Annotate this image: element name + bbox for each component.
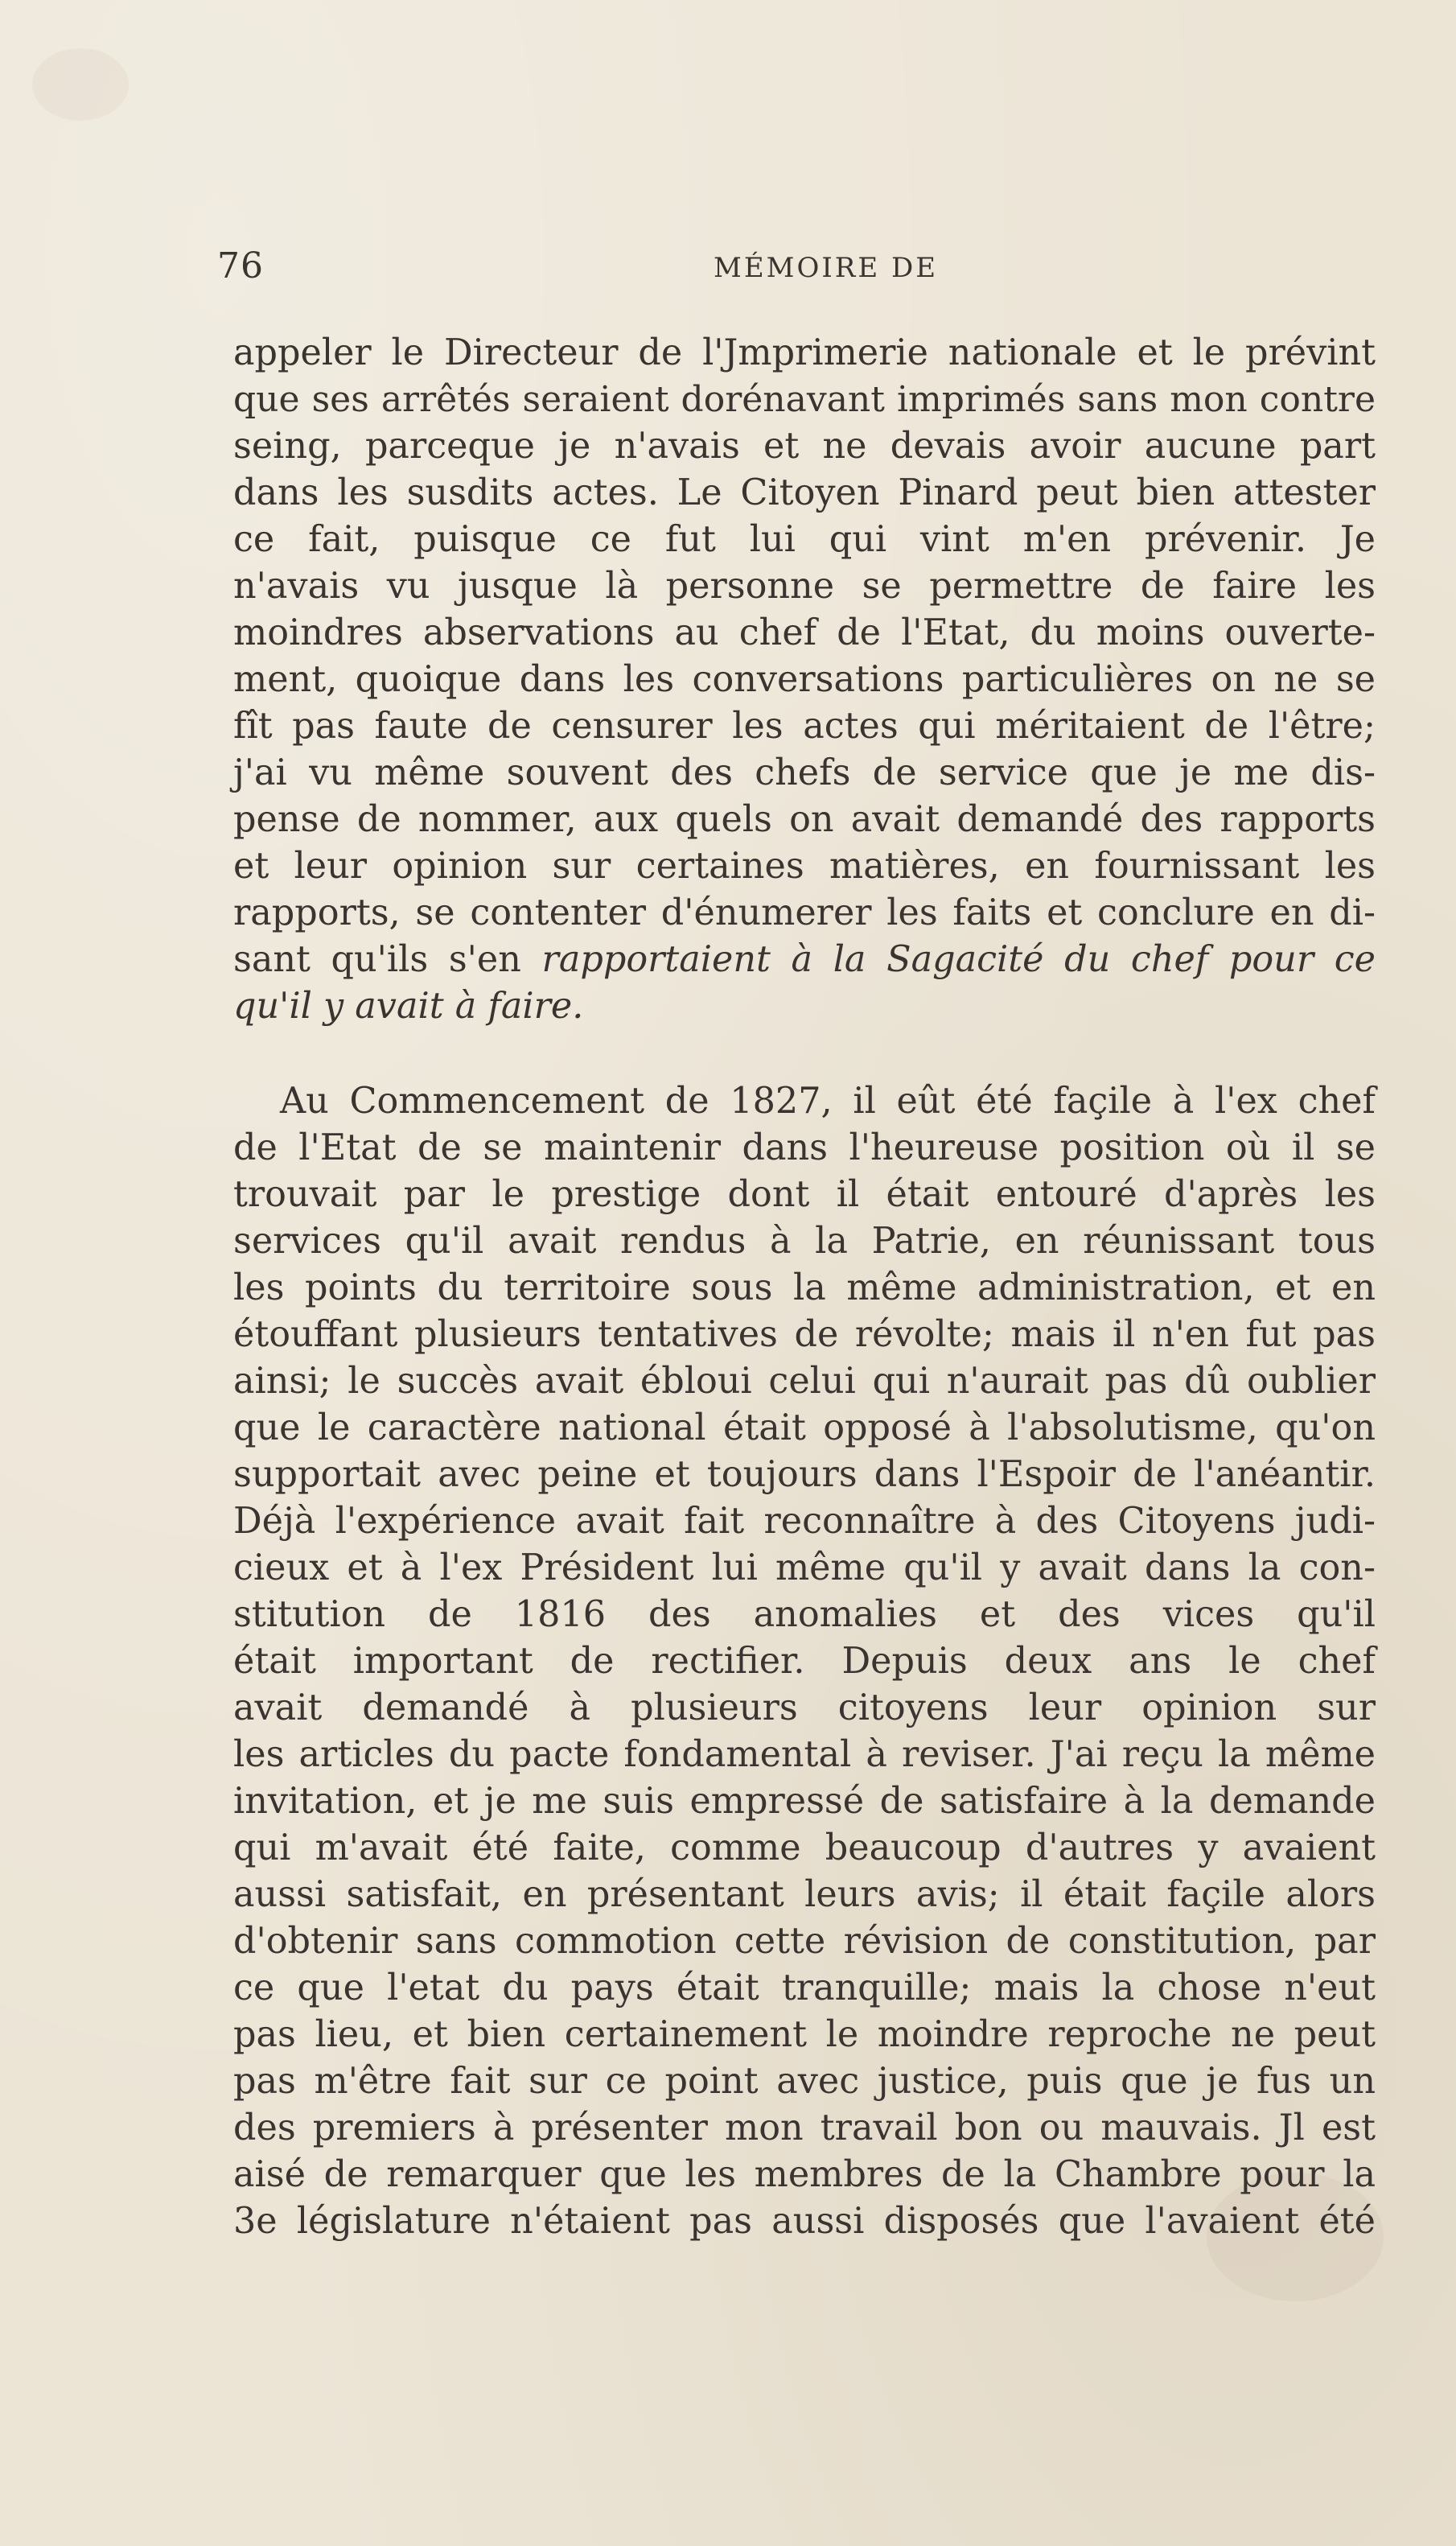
- text-line: de l'Etat de se maintenir dans l'heureuse position où il se: [233, 1127, 1376, 1168]
- text-line: n'avais vu jusque là personne se permettre de faire les: [233, 566, 1376, 607]
- text-line: pense de nommer, aux quels on avait demandé des rapports: [233, 799, 1376, 840]
- text-line: les articles du pacte fondamental à reviser. J'ai reçu la même: [233, 1734, 1376, 1775]
- paragraph-2: [233, 1078, 1376, 2245]
- text-line: rapports, se contenter d'énumerer les faits et conclure en di-: [233, 892, 1376, 933]
- text-line: fît pas faute de censurer les actes qui méritaient de l'être;: [233, 706, 1376, 747]
- italic-text: qu'il y avait à faire.: [233, 986, 584, 1027]
- text-line-mixed: [233, 937, 1376, 983]
- text-line: 3e législature n'étaient pas aussi disposés que l'avaient été: [233, 2201, 1376, 2242]
- text-line: était important de rectifier. Depuis deux ans le chef: [233, 1641, 1376, 1682]
- text-line: pas m'être fait sur ce point avec justice, puis que je fus un: [233, 2061, 1376, 2102]
- text-line: supportait avec peine et toujours dans l'Espoir de l'anéantir.: [233, 1454, 1376, 1495]
- text-line: ce fait, puisque ce fut lui qui vint m'en prévenir. Je: [233, 519, 1376, 560]
- running-head: MÉMOIRE DE: [714, 252, 939, 284]
- text-line: appeler le Directeur de l'Jmprimerie nationale et le prévint: [233, 332, 1376, 373]
- paragraph-gap: [233, 1030, 1376, 1078]
- text-line: avait demandé à plusieurs citoyens leur opinion sur: [233, 1687, 1376, 1728]
- text-line: Au Commencement de 1827, il eût été façile à l'ex chef: [280, 1081, 1376, 1122]
- text-line: services qu'il avait rendus à la Patrie, en réunissant tous: [233, 1221, 1376, 1262]
- text-line-normal-part: sant qu'ils s'en: [233, 939, 542, 980]
- text-line: les points du territoire sous la même administration, et en: [233, 1267, 1376, 1308]
- text-line: dans les susdits actes. Le Citoyen Pinard peut bien attester: [233, 472, 1376, 513]
- page-header: [217, 245, 1376, 294]
- text-line: ainsi; le succès avait ébloui celui qui n'aurait pas dû oublier: [233, 1361, 1376, 1402]
- text-line: j'ai vu même souvent des chefs de service que je me dis-: [233, 752, 1376, 793]
- text-line: des premiers à présenter mon travail bon ou mauvais. Jl est: [233, 2107, 1376, 2148]
- text-line: que ses arrêtés seraient dorénavant imprimés sans mon contre: [233, 379, 1376, 420]
- text-line: Déjà l'expérience avait fait reconnaître à des Citoyens judi-: [233, 1501, 1376, 1542]
- paper-stain: [32, 48, 129, 121]
- text-line: et leur opinion sur certaines matières, en fournissant les: [233, 846, 1376, 887]
- text-line: pas lieu, et bien certainement le moindre reproche ne peut: [233, 2014, 1376, 2055]
- text-line: d'obtenir sans commotion cette révision de constitution, par: [233, 1921, 1376, 1962]
- text-line: qui m'avait été faite, comme beaucoup d'autres y avaient: [233, 1827, 1376, 1868]
- text-line: ce que l'etat du pays était tranquille; mais la chose n'eut: [233, 1967, 1376, 2008]
- text-line: aussi satisfait, en présentant leurs avis; il était façile alors: [233, 1874, 1376, 1915]
- text-line: cieux et à l'ex Président lui même qu'il y avait dans la con-: [233, 1547, 1376, 1588]
- page-number: 76: [217, 245, 264, 286]
- text-line-italic-final: [233, 983, 1376, 1030]
- paragraph-1: [233, 330, 1376, 1030]
- text-line: seing, parceque je n'avais et ne devais avoir aucune part: [233, 426, 1376, 467]
- text-line: trouvait par le prestige dont il était entouré d'après les: [233, 1174, 1376, 1215]
- text-line: aisé de remarquer que les membres de la Chambre pour la: [233, 2154, 1376, 2195]
- body-text: [233, 330, 1376, 2245]
- text-line: que le caractère national était opposé à l'absolutisme, qu'on: [233, 1407, 1376, 1448]
- text-line-italic-part: rapportaient à la Sagacité du chef pour ce: [541, 939, 1376, 980]
- text-line: ment, quoique dans les conversations particulières on ne se: [233, 659, 1376, 700]
- text-line: étouffant plusieurs tentatives de révolte; mais il n'en fut pas: [233, 1314, 1376, 1355]
- text-line: stitution de 1816 des anomalies et des vices qu'il: [233, 1594, 1376, 1635]
- text-line: invitation, et je me suis empressé de satisfaire à la demande: [233, 1781, 1376, 1822]
- text-line: moindres abservations au chef de l'Etat, du moins ouverte-: [233, 612, 1376, 653]
